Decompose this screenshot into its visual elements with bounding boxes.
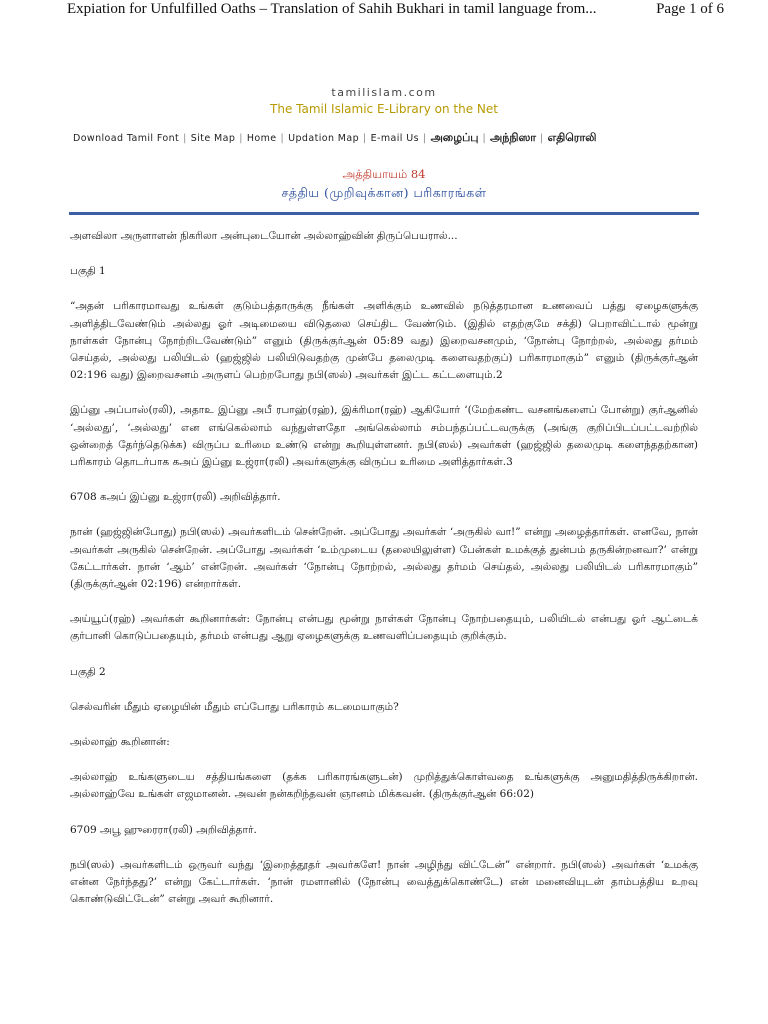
site-domain[interactable]: tamilislam.com	[331, 86, 437, 99]
page-indicator: Page 1 of 6	[656, 1, 724, 17]
nav-updation-map[interactable]: Updation Map	[288, 133, 360, 144]
nav-home[interactable]: Home	[246, 133, 277, 144]
nav-azhaippu[interactable]: அழைப்பு	[430, 131, 479, 144]
paragraph: நபி(ஸல்) அவர்களிடம் ஒருவர் வந்து ‘இறைத்தூதர் அவர்களே! நான் அழிந்து விட்டேன்” என்றார். நபி(ஸல்) அவர்கள் ‘உமக்கு என்ன நேர்ந்தது?’ என்று கேட்டார்கள். ‘நான் ரமளானில் (நோன்பு வைத்துக்கொண்டே) என் மனைவியுடன் தாம்பத்திய உறவு கொண்டுவிட்டேன்” என்று அவர் கூறினார்.	[70, 858, 698, 906]
paragraph: அல்லாஹ் கூறினான்:	[70, 736, 170, 749]
paragraph: அல்லாஹ் உங்களுடைய சத்தியங்களை (தக்க பரிகாரங்களுடன்) முறித்துக்கொள்வதை உங்களுக்கு அனுமதித்திருக்கிறான். அல்லாஹ்வே உங்கள் எஜமானன். அவன் நன்கறிந்தவன் ஞானம் மிக்கவன். (திருக்குர்ஆன் 66:02)	[70, 771, 698, 801]
bismillah-line: அளவிலா அருளாளன் நிகரிலா அன்புடையோன் அல்லாஹ்வின் திருப்பெயரால்...	[70, 230, 458, 242]
nav-separator: |	[540, 133, 544, 144]
header-divider	[69, 212, 699, 215]
nav-separator: |	[239, 133, 243, 144]
section-subtitle: செல்வரின் மீதும் ஏழையின் மீதும் எப்போது பரிகாரம் கடமையாகும்?	[70, 700, 399, 713]
nav-separator: |	[363, 133, 367, 144]
paragraph: நான் (ஹஜ்ஜின்போது) நபி(ஸல்) அவர்களிடம் சென்றேன். அப்போது அவர்கள் ‘அருகில் வா!” என்று அழைத்தார்கள். எனவே, நான் அவர்கள் அருகில் சென்றேன். அப்போது அவர்கள் ‘உம்முடைய (தலையிலுள்ள) பேன்கள் உமக்குத் துன்பம் தருகின்றனவா?’ என்று கேட்டார்கள். நான் ‘ஆம்’ என்றேன். அவர்கள் ‘நோன்பு நோற்றல், அல்லது தர்மம் செய்தல், அல்லது பலியிடல் பரிகாரமாகும்” (திருக்குர்ஆன் 02:196) என்றார்கள்.	[70, 526, 698, 591]
nav-separator: |	[183, 133, 187, 144]
section-heading-1: பகுதி 1	[70, 265, 106, 278]
pdf-header	[0, 0, 768, 22]
section-heading-2: பகுதி 2	[70, 665, 106, 678]
nav-site-map[interactable]: Site Map	[190, 133, 236, 144]
nav-separator: |	[280, 133, 285, 144]
hadith-number: 6708 கஅப் இப்னு உஜ்ரா(ரலி) அறிவித்தார்.	[70, 491, 281, 504]
paragraph: அய்யூப்(ரஹ்) அவர்கள் கூறினார்கள்: நோன்பு என்பது மூன்று நாள்கள் நோன்பு நோற்பதையும், பலியிடல் என்பது ஓர் ஆட்டைக் குர்பானி கொடுப்பதையும், தர்மம் என்பது ஆறு ஏழைகளுக்கு உணவளிப்பதையும் குறிக்கும்.	[70, 613, 698, 643]
article-body	[70, 228, 698, 926]
paragraph: இப்னு அப்பாஸ்(ரலி), அதாஉ இப்னு அபீ ரபாஹ்(ரஹ்), இக்ரிமா(ரஹ்) ஆகியோர் ‘(மேற்கண்ட வசனங்களைப் போன்று) குர்ஆனில் ‘அல்லது’, ‘அல்லது’ என எங்கெல்லாம் வந்துள்ளதோ அங்கெல்லாம் சம்பந்தப்பட்டவருக்கு (அங்கு குறிப்பிடப்பட்டவற்றில் ஒன்றைத் தேர்ந்தெடுக்க) விருப்ப உரிமை உண்டு என்று கூறியுள்ளனர். நபி(ஸல்) அவர்கள் (ஹஜ்ஜில் தலைமுடி களைந்ததற்கான) பரிகாரம் தொடர்பாக கஅப் இப்னு உஜ்ரா(ரலி) அவர்களுக்கு விருப்ப உரிமை அளித்தார்கள்.3	[70, 404, 698, 469]
chapter-title: சத்திய (முறிவுக்கான) பரிகாரங்கள்	[281, 185, 487, 200]
nav-separator: |	[422, 133, 427, 144]
site-tagline: The Tamil Islamic E-Library on the Net	[270, 102, 498, 116]
nav-annisa[interactable]: அந்நிஸா	[490, 131, 537, 144]
document-title: Expiation for Unfulfilled Oaths – Translation of Sahih Bukhari in tamil language from...	[67, 1, 597, 17]
paragraph: “அதன் பரிகாரமாவது உங்கள் குடும்பத்தாருக்கு நீங்கள் அளிக்கும் உணவில் நடுத்தரமான உணவைப் பத்து ஏழைகளுக்கு அளித்திடவேண்டும் அல்லது ஓர் அடிமையை விடுதலை செய்திட வேண்டும். (இதில் எதற்குமே சக்தி) பெறாவிட்டால் மூன்று நாள்கள் நோன்பு நோற்றிடவேண்டும்” எனும் (திருக்குர்ஆன் 05:89 வது) இறைவசனமும், ‘நோன்பு நோற்றல், அல்லது தர்மம் செய்தல், அல்லது பலியிடல் (ஹஜ்ஜில் பலியிடுவதற்கு முன்பே தலைமுடி களைவதற்குப்) பரிகாரமாகும்” எனும் (திருக்குர்ஆன் 02:196 வது) இறைவசனம் அருளப் பெற்றபோது நபி(ஸல்) அவர்கள் இட்ட கட்டளையும்.2	[70, 300, 698, 382]
nav-separator: |	[482, 133, 487, 144]
chapter-number: அத்தியாயம் 84	[342, 167, 426, 181]
hadith-number: 6709 அபூ ஹுரைரா(ரலி) அறிவித்தார்.	[70, 823, 257, 836]
nav-email-us[interactable]: E-mail Us	[370, 133, 419, 144]
nav-download-tamil-font[interactable]: Download Tamil Font	[73, 133, 180, 144]
nav-ethiroli[interactable]: எதிரொலி	[547, 131, 597, 144]
site-navigation	[73, 131, 713, 146]
